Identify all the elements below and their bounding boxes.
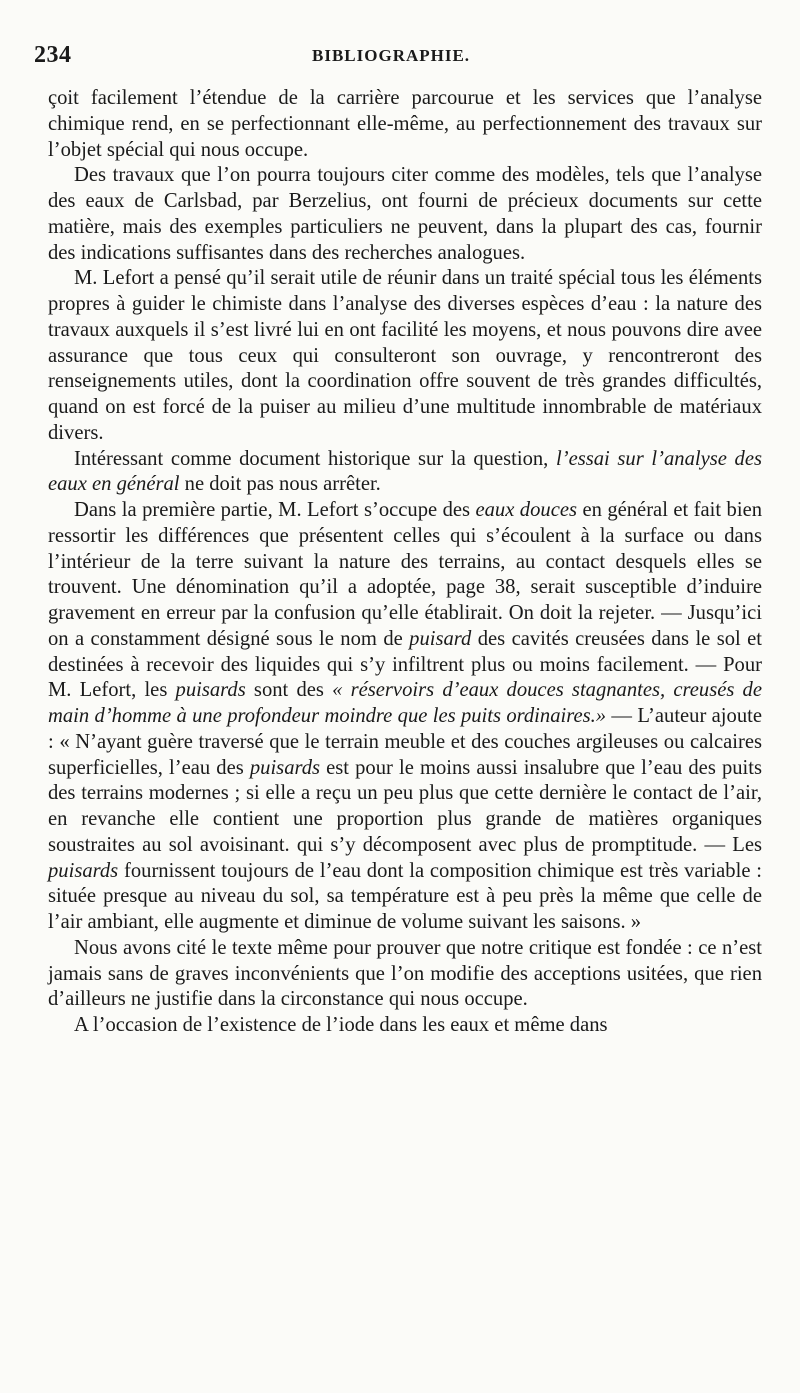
paragraph [48, 936, 762, 1013]
paragraph [48, 498, 762, 936]
text-run: Nous avons cité le texte même pour prouver que notre critique est fondée : ce n’est jamais sans de graves inconvénients que l’on modifie des acceptions usitées, que rien d’ailleurs ne justifie dans la circonstance qui nous occupe. [48, 936, 762, 1011]
text-run: M. Lefort a pensé qu’il serait utile de réunir dans un traité spécial tous les éléments propres à guider le chimiste dans l’analyse des diverses espèces d’eau : la nature des travaux auxquels il s’est livré lui en ont facilité les moyens, et nous pouvons dire avee assurance que tous ceux qui consulteront son ouvrage, y rencontreront des renseignements utiles, dont la coordination offre souvent de très grandes difficultés, quand on est forcé de la puiser au milieu d’une multitude innombrable de matériaux divers. [48, 267, 762, 444]
body-text [48, 86, 762, 1039]
italic-text: « réservoirs d’eaux douces stagnantes, creusés de main d’homme à une profondeur moindre que les puits ordinaires.» [48, 679, 762, 727]
italic-text: puisards [249, 756, 321, 779]
italic-text: puisards [175, 679, 246, 702]
text-run: sont des [245, 679, 333, 702]
text-run: Intéressant comme document historique sur la question, [74, 447, 556, 470]
paragraph [48, 1013, 762, 1039]
text-run: Dans la première partie, M. Lefort s’occupe des [74, 499, 476, 521]
text-run: ne doit pas nous arrêter. [179, 473, 381, 496]
paragraph [48, 163, 762, 266]
running-head: BIBLIOGRAPHIE. [312, 46, 471, 65]
text-run: A l’occasion de l’existence de l’iode dans les eaux et même dans [74, 1014, 608, 1036]
text-run: est pour le moins aussi insalubre que l’eau des puits des terrains modernes ; si elle a reçu un peu plus que cette dernière le contact de l’air, en revanche elle contient une proportion plus grande de matières organiques soustraites au sol avoisinant. qui s’y décomposent avec plus de promptitude. — Les [48, 756, 762, 856]
paragraph [48, 447, 762, 499]
text-run: en général et fait bien ressortir les différences que présentent celles qui s’écoulent à la surface ou dans l’intérieur de la terre suivant la nature des terrains, au contact desquels elles se trouvent. Une dénomination qu’il a adoptée, page 38, serait susceptible d’induire gravement en erreur par la confusion qu’elle établirait. On doit la rejeter. — Jusqu’ici on a constamment désigné sous le nom de [48, 499, 763, 650]
italic-text: eaux douces [475, 499, 577, 521]
page-number: 234 [34, 42, 72, 68]
italic-text: puisard [409, 627, 472, 650]
page-header [34, 42, 774, 76]
paragraph [48, 86, 762, 163]
italic-text: l’essai sur l’analyse des eaux en général [48, 447, 762, 496]
text-run: des cavités creusées dans le sol et destinées à recevoir des liquides qui s’y infiltrent plus ou moins facilement. — Pour M. Lefort, les [48, 627, 762, 702]
text-run: çoit facilement l’étendue de la carrière parcourue et les services que l’analyse chimique rend, en se perfectionnant elle-même, au perfectionnement des travaux sur l’objet spécial qui nous occupe. [48, 87, 762, 161]
text-run: Des travaux que l’on pourra toujours citer comme des modèles, tels que l’analyse des eaux de Carlsbad, par Berzelius, ont fourni de précieux documents sur cette matière, mais des exemples particuliers ne peuvent, dans la plupart des cas, fournir des indications suffisantes dans des recherches analogues. [48, 164, 762, 264]
italic-text: puisards [48, 859, 119, 882]
paragraph [48, 266, 762, 446]
text-run: fournissent toujours de l’eau dont la composition chimique est très variable : située presque au niveau du sol, sa température est à peu près la même que celle de l’air ambiant, elle augmente et diminue de volume suivant les saisons. » [48, 859, 762, 933]
text-run: — L’auteur ajoute : « N’ayant guère traversé que le terrain meuble et des couches argileuses ou calcaires superficielles, l’eau des [48, 705, 762, 779]
